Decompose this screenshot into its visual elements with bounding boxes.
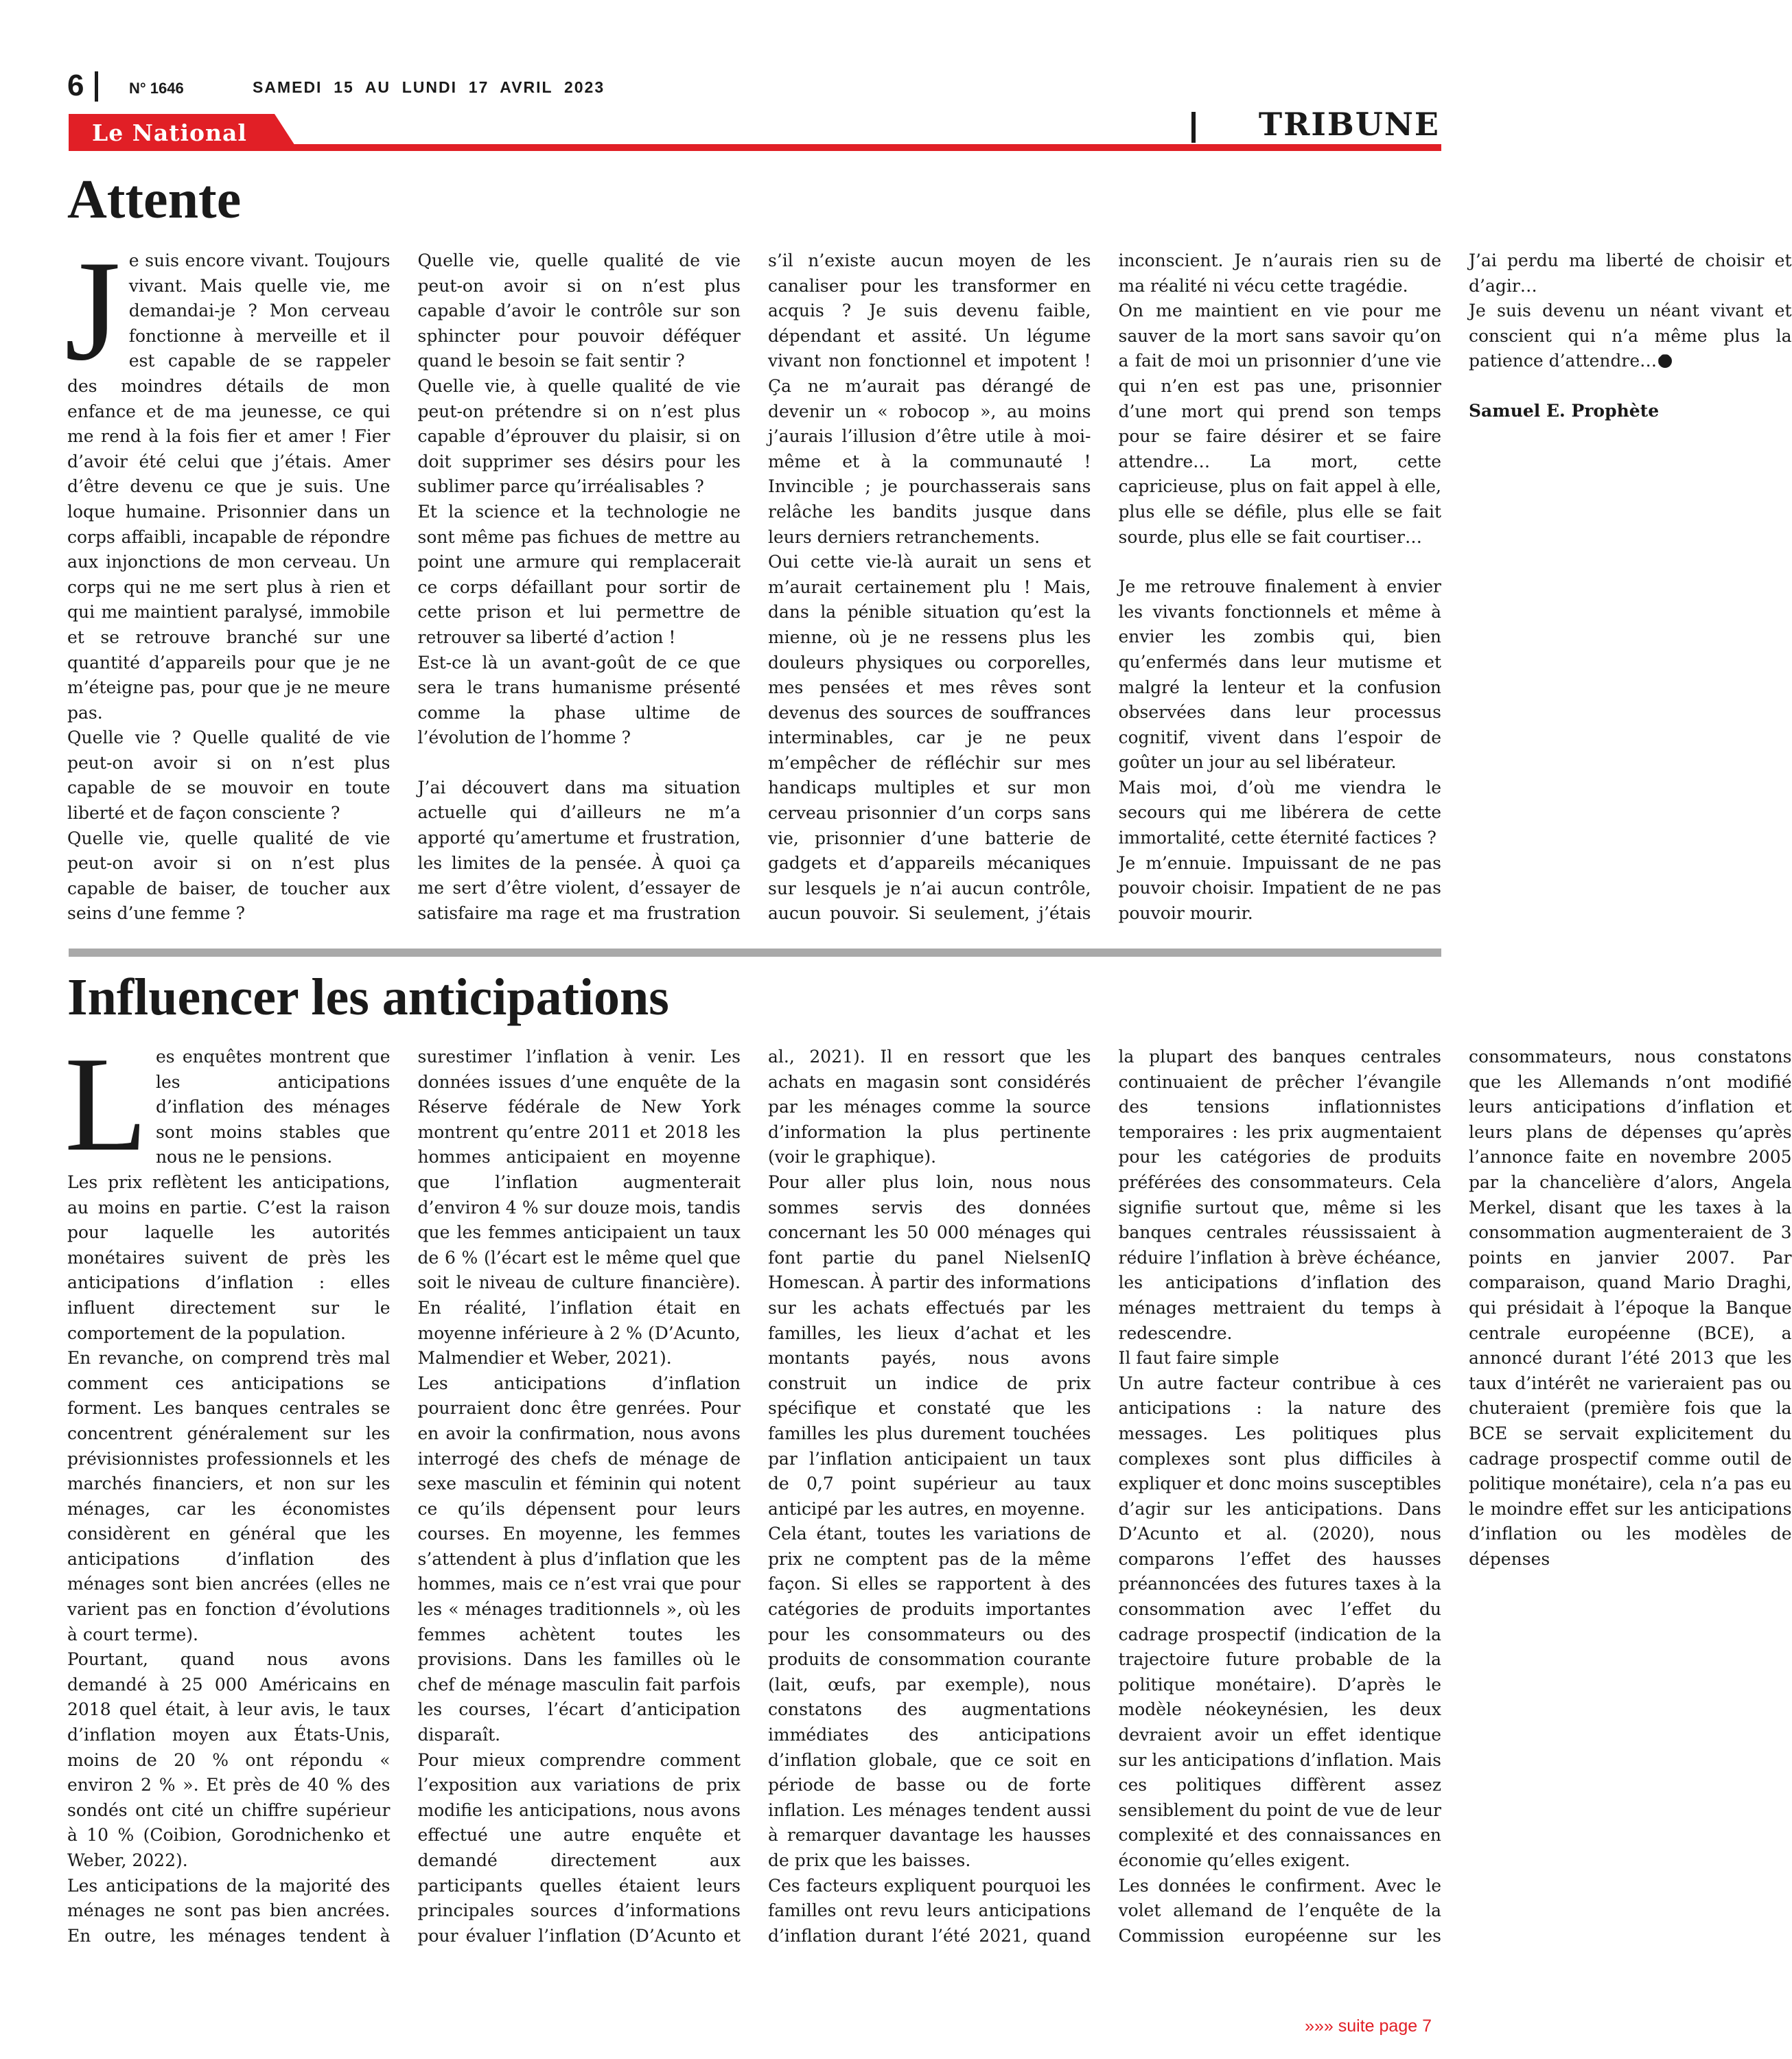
paragraph: Mais moi, d’où me viendra le secours qui me libérera de cette immortalité, cette éternité factices ? — [1118, 777, 1441, 848]
paragraph: Un autre facteur contribue à ces anticipations : la nature des messages. Les politiques plus complexes sont plus difficiles à expliquer et donc moins susceptibles d’agir sur les anticipations. Dans D’Acunto et al. (2020), nous comparons l’effet des hausses préannoncées des futures taxes à la consommation avec l’effet du cadrage prospectif (indication de la trajectoire future probable de la politique monétaire). D’après le modèle néokeynésien, les deux devraient avoir un effet identique sur les anticipations d’inflation. Mais ces politiques diffèrent assez sensiblement du point de vue de leur complexité et des connaissances en économie qu’elles exigent. — [1118, 1373, 1441, 1870]
continued-link[interactable]: »»» suite page 7 — [1305, 2016, 1432, 2036]
paragraph: Quelle vie, à quelle qualité de vie peut-on prétendre si on n’est plus capable d’éprouver du plaisir, si on doit supprimer ses désirs pour les sublimer parce qu’irréalisables ? — [417, 375, 741, 497]
article-body-influencer — [65, 1029, 1792, 1957]
masthead-ribbon — [69, 114, 1441, 151]
paragraph: Les prix reflètent les anticipations, au moins en partie. C’est la raison pour laquelle les autorités monétaires suivent de près les anticipations d’inflation : elles influent directement sur le comportement de la population. — [67, 1172, 391, 1343]
article-divider — [69, 949, 1441, 957]
section-divider — [1191, 112, 1196, 143]
paragraph: Les enquêtes montrent que les anticipations d’inflation des ménages sont moins stables que nous ne le pensions. — [65, 1029, 391, 1179]
paragraph: Quelle vie ? Quelle qualité de vie peut-on avoir si on n’est plus capable de se mouvoir en toute liberté et de façon consciente ? — [67, 728, 391, 824]
subheading: Il faut faire simple — [1118, 1348, 1279, 1369]
paragraph: Je suis devenu un néant vivant et conscient qui n’a même plus la patience d’attendre… — [1469, 301, 1792, 371]
paragraph: Je m’ennuie. Impuissant de ne pas pouvoir choisir. Impatient de ne pas pouvoir mourir. — [1118, 852, 1441, 923]
paragraph: On me maintient en vie pour me sauver de la mort sans savoir qu’on a fait de moi un prisonnier d’une vie qui n’en est pas une, prisonnier d’une mort qui prend son temps pour se faire désirer et se faire attendre… La mort, cette capricieuse, plus on fait appel à elle, plus elle se défile, plus elle se fait sourde, plus elle se fait courtiser… — [1118, 301, 1441, 547]
article-title-influencer: Influencer les anticipations — [67, 968, 669, 1026]
issue-date: SAMEDI 15 AU LUNDI 17 AVRIL 2023 — [253, 78, 605, 96]
drop-cap: L — [65, 1029, 148, 1179]
page-header — [67, 69, 1440, 103]
paragraph: J’ai découvert dans ma situation actuelle qui d’ailleurs ne m’a apporté qu’amertume et frustration, les limites de la pensée. À quoi ça me sert d’être violent, d’essayer de satisfaire ma rage et ma frustration s’il n’existe aucun moyen de les canaliser pour les transformer en acquis ? Je suis devenu faible, dépendant et assité. Un légume vivant non fonctionnel et impotent ! Ça ne m’aurait pas dérangé de devenir un « robocop », au moins j’aurais l’illusion d’être utile à moi-même et à la communauté ! Invincible ; je pourchasserais sans relâche les bandits jusque dans leurs derniers retranchements. — [417, 251, 1091, 923]
paragraph: Ces facteurs expliquent pourquoi les familles ont revu leurs anticipations d’inflation durant l’été 2021, quand la plupart des banques centrales continuaient de prêcher l’évangile des tensions inflationnistes temporaires : les prix augmentaient pour les catégories de produits préférées des consommateurs. Cela signifie surtout que, même si les banques centrales réussissaient à réduire l’inflation à brève échéance, les anticipations d’inflation des ménages mettraient du temps à redescendre. — [768, 1047, 1441, 1946]
paragraph: En revanche, on comprend très mal comment ces anticipations se forment. Les banques centrales se concentrent généralement sur les prévisionnistes professionnels et les marchés financiers, et non sur les ménages, car les économistes considèrent en général que les anticipations d’inflation des ménages sont bien ancrées (elles ne varient pas en fonction d’évolutions à court terme). — [67, 1348, 391, 1644]
paragraph: Cela étant, toutes les variations de prix ne comptent pas de la même façon. Si elles se rapportent à des catégories de produits importantes pour les consommateurs ou des produits de consommation courante (lait, œufs, par exemple), nous constatons des augmentations immédiates des anticipations d’inflation globale, que ce soit en période de basse ou de forte inflation. Les ménages tendent aussi à remarquer davantage les hausses de prix que les baisses. — [768, 1524, 1091, 1870]
paragraph: Est-ce là un avant-goût de ce que sera le trans humanisme présenté comme la phase ultime de l’évolution de l’homme ? — [417, 652, 741, 748]
paragraph: Pour mieux comprendre comment l’exposition aux variations de prix modifie les anticipations, nous avons effectué une autre enquête et demandé directement aux participants quelles étaient leurs principales sources d’informations pour évaluer l’inflation (D’Acunto et al., 2021). Il en ressort que les achats en magasin sont considérés par les ménages comme la source d’information la plus pertinente (voir le graphique). — [417, 1047, 1091, 1946]
paragraph: Les anticipations d’inflation pourraient donc être genrées. Pour en avoir la confirmation, nous avons interrogé des chefs de ménage de sexe masculin et féminin qui notent ce qu’ils dépensent pour leurs courses. En moyenne, les femmes s’attendent à plus d’inflation que les hommes, mais ce n’est vrai que pour les « ménages traditionnels », où les femmes achètent toutes les provisions. Dans les familles où le chef de ménage masculin fait parfois les courses, l’écart d’anticipation disparaît. — [417, 1373, 741, 1745]
paragraph: Quelle vie, quelle qualité de vie peut-on avoir si on n’est plus capable d’avoir le contrôle sur son sphincter pour pouvoir déféquer quand le besoin se fait sentir ? — [417, 251, 741, 371]
paragraph: Je me retrouve finalement à envier les vivants fonctionnels et même à envier les zombis qui, bien qu’enfermés dans leur mutisme et malgré la lenteur et la confusion observées dans leur processus cognitif, vivent dans l’espoir de goûter un jour au sel libérateur. — [1118, 577, 1441, 773]
article-title-attente: Attente — [67, 170, 242, 230]
paragraph: Les données le confirment. Avec le volet allemand de l’enquête de la Commission européenne sur les consommateurs, nous constatons que les Allemands n’ont modifié leurs anticipations d’inflation et leurs plans de dépenses qu’après l’annonce faite en novembre 2005 par la chancelière d’alors, Angela Merkel, disant que les taxes à la consommation augmenteraient de 3 points en janvier 2007. Par comparaison, quand Mario Draghi, qui présidait à l’époque la Banque centrale européenne (BCE), a annoncé durant l’été 2013 que les taux d’intérêt ne varieraient pas ou chuteraient (première fois que la BCE se servait explicitement du cadrage prospectif comme outil de politique monétaire), cela n’a pas eu le moindre effet sur les anticipations d’inflation ou les modèles de dépenses — [1118, 1047, 1792, 1946]
paragraph: Et la science et la technologie ne sont même pas fichues de mettre au point une armure qui remplacerait ce corps défaillant pour sortir de cette prison et lui permettre de retrouver sa liberté d’action ! — [417, 501, 741, 647]
article-body-attente — [65, 231, 1792, 928]
end-mark-icon — [1658, 354, 1672, 368]
paragraph: Pour aller plus loin, nous nous sommes servis des données concernant les 50 000 ménages qui font partie du panel NielsenIQ Homescan. À partir des informations sur les achats effectués par les familles, les lieux d’achat et les montants payés, nous avons construit un indice de prix spécifique et constaté que les familles les plus durement touchées par l’inflation anticipaient un taux de 0,7 point supérieur au taux anticipé par les autres, en moyenne. — [768, 1172, 1091, 1519]
page-number: 6 — [67, 69, 84, 102]
paragraph: Pourtant, quand nous avons demandé à 25 000 Américains en 2018 quel était, à leur avis, le taux d’inflation moyen aux États-Unis, moins de 20 % ont répondu « environ 2 % ». Et près de 40 % des sondés ont cité un chiffre supérieur à 10 % (Coibion, Gorodnichenko et Weber, 2022). — [67, 1649, 391, 1870]
paragraph: Les anticipations de la majorité des ménages ne sont pas bien ancrées. En outre, les ménages tendent à surestimer l’inflation à venir. Les données issues d’une enquête de la Réserve fédérale de New York montrent qu’entre 2011 et 2018 les hommes anticipaient en moyenne que l’inflation augmenterait d’environ 4 % sur douze mois, tandis que les femmes anticipaient un taux de 6 % (l’écart est le même quel que soit le niveau de culture financière). En réalité, l’inflation était en moyenne inférieure à 2 % (D’Acunto, Malmendier et Weber, 2021). — [67, 1047, 741, 1946]
section-label: TRIBUNE — [1258, 106, 1440, 143]
author-signature: Samuel E. Prophète — [1469, 400, 1660, 421]
paragraph: Je suis encore vivant. Toujours vivant. Mais quelle vie, me demandai-je ? Mon cerveau fonctionne à merveille et il est capable de se rappeler des moindres détails de mon enfance et de ma jeunesse, ce qui me rend à la fois fier et amer ! Fier d’avoir été celui que j’étais. Amer d’être devenu ce que je suis. Une loque humaine. Prisonnier dans un corps affaibli, incapable de répondre aux injonctions de mon cerveau. Un corps qui ne me sert plus à rien et qui me maintient paralysé, immobile et se retrouve branché sur une quantité d’appareils pour que je ne m’éteigne pas, pour que je ne meure pas. — [65, 231, 391, 723]
brand-logo: Le National — [92, 119, 247, 146]
paragraph: Oui cette vie-là aurait un sens et m’aurait certainement plu ! Mais, dans la pénible situation qu’est la mienne, où je ne ressens plus les douleurs physiques ou corporelles, mes pensées et mes rêves sont devenus des sources de souffrances interminables, car je ne peux m’empêcher de réfléchir sur mes handicaps multiples et sur mon cerveau prisonnier d’un corps sans vie, prisonnier d’une batterie de gadgets et d’appareils mécaniques sur lesquels je n’ai aucun contrôle, aucun pouvoir. Si seulement, j’étais inconscient. Je n’aurais rien su de ma réalité ni vécu cette tragédie. — [768, 251, 1441, 924]
paragraph: Quelle vie, quelle qualité de vie peut-on avoir si on n’est plus capable de baiser, de toucher aux seins d’une femme ? — [67, 828, 391, 924]
paragraph: J’ai perdu ma liberté de choisir et d’agir… — [1469, 251, 1792, 296]
drop-cap: J — [65, 231, 121, 391]
issue-number: N° 1646 — [129, 80, 184, 97]
page-number-divider — [95, 71, 98, 102]
